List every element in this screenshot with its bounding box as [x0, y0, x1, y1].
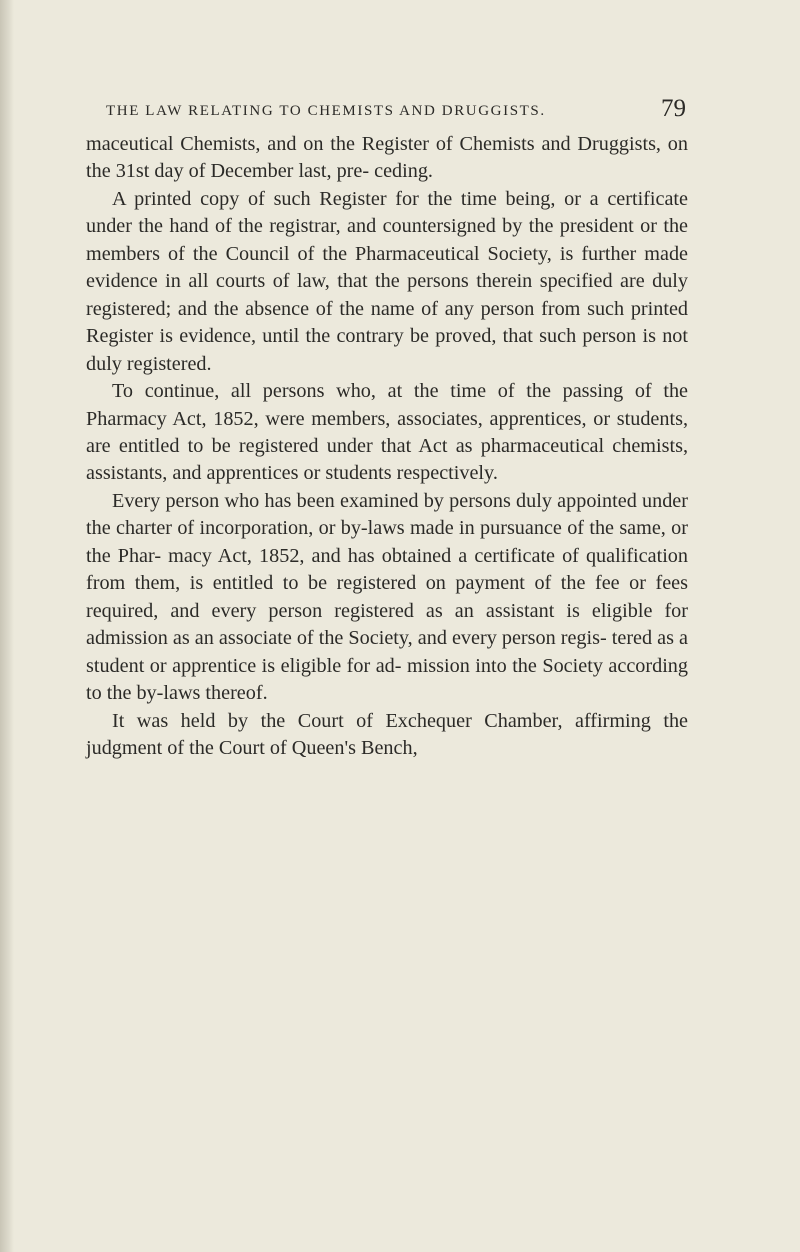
running-head	[106, 95, 686, 125]
body-text	[86, 131, 688, 762]
paragraph-printed-register: A printed copy of such Register for the time being, or a certificate under the hand of the registrar, and countersigned by the president or the members of the Council of the Pharmaceutical Society, is further made evidence in all courts of law, that the persons therein specified are duly registered; and the absence of the name of any person from such printed Register is evidence, until the contrary be proved, that such person is not duly registered.	[86, 187, 688, 375]
paragraph-court-of-exchequer: It was held by the Court of Exchequer Chamber, affirming the judgment of the Court of Queen's Bench,	[86, 709, 688, 759]
paragraph-continuation: maceutical Chemists, and on the Register of Chemists and Druggists, on the 31st day of December last, pre- ceding.	[86, 133, 688, 183]
paragraph-pharmacy-act-1852: To continue, all persons who, at the time of the passing of the Pharmacy Act, 1852, were members, associates, apprentices, or students, are entitled to be registered under that Act as pharmaceutical chemists, assistants, and apprentices or students respectively.	[86, 380, 688, 485]
page-number: 79	[661, 95, 686, 122]
running-title: THE LAW RELATING TO CHEMISTS AND DRUGGISTS.	[106, 103, 546, 119]
paragraph-examined-persons: Every person who has been examined by persons duly appointed under the charter of incorporation, or by-laws made in pursuance of the same, or the Phar- macy Act, 1852, and has obtained a certificate of qualification from them, is entitled to be registered on payment of the fee or fees required, and every person registered as an assistant is eligible for admission as an associate of the Society, and every person regis- tered as a student or apprentice is eligible for ad- mission into the Society according to the by-laws thereof.	[86, 489, 688, 705]
